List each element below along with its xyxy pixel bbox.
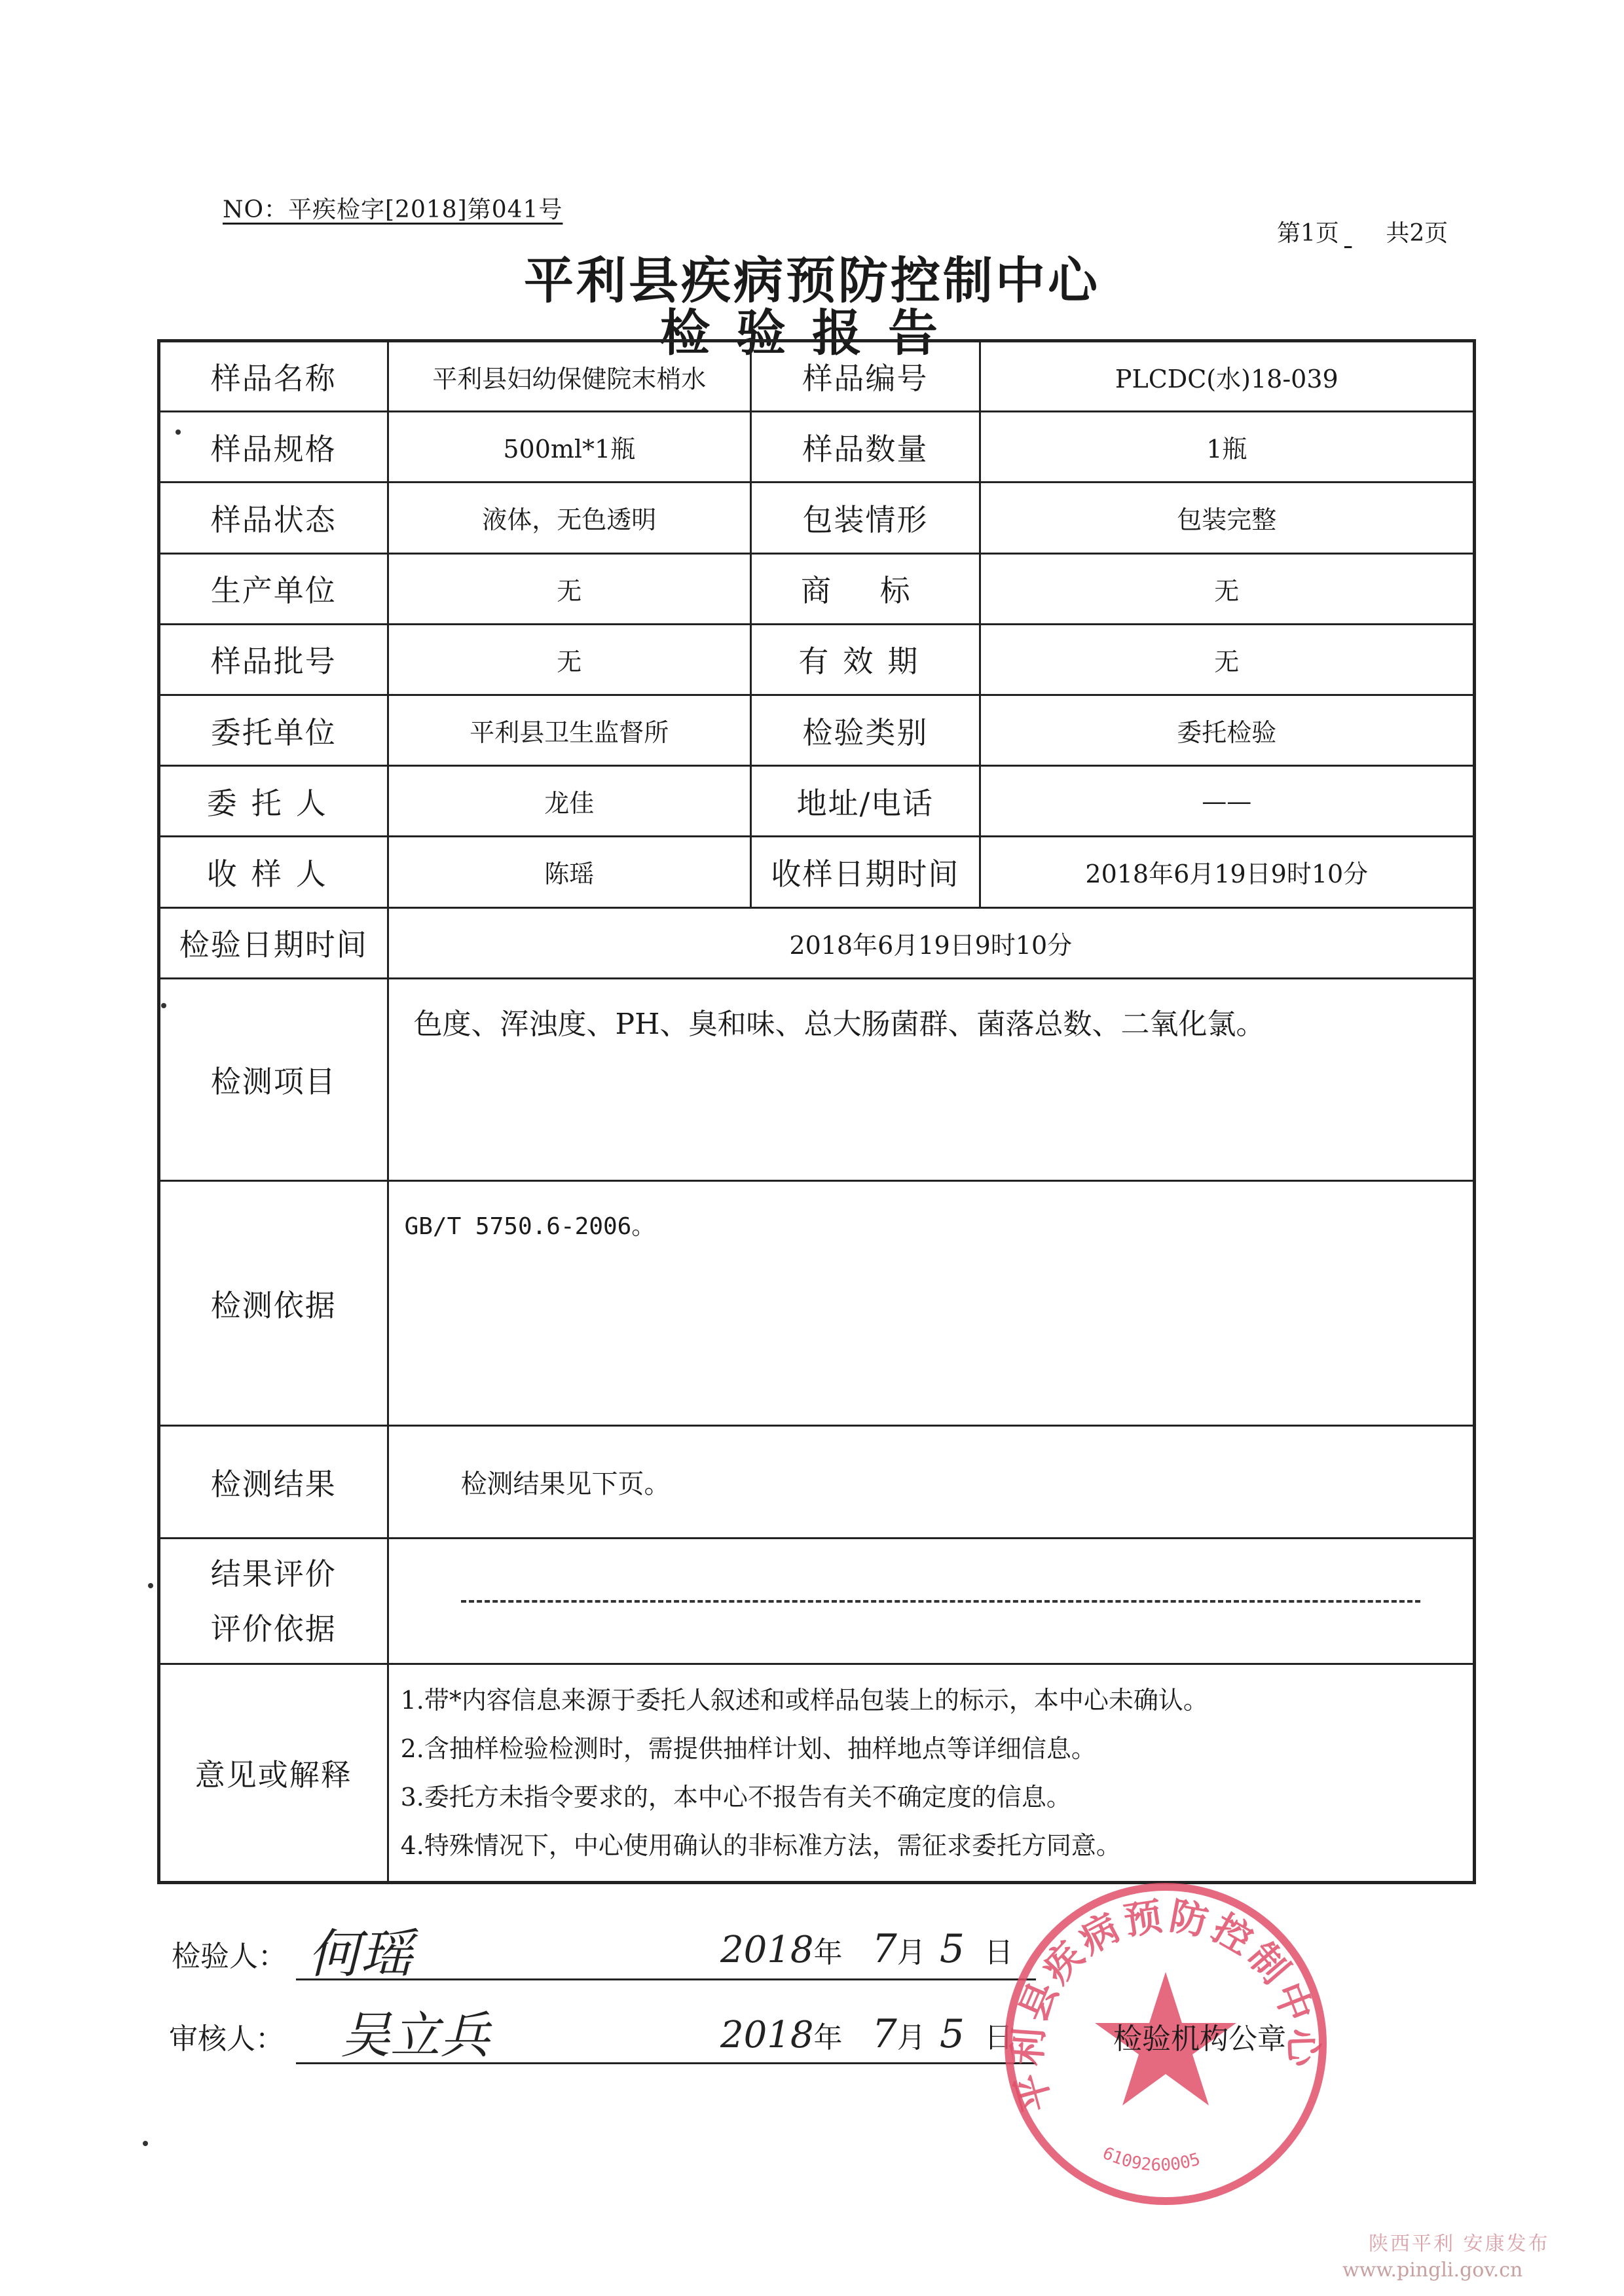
year-unit: 年 xyxy=(813,1936,843,1969)
receive-time-label: 收样日期时间 xyxy=(751,837,980,907)
table-row xyxy=(159,412,1475,483)
trademark-label: 商 标 xyxy=(751,553,980,624)
table-row xyxy=(159,978,1475,1180)
client-label: 委托单位 xyxy=(159,695,388,765)
evaluation-dash-line xyxy=(461,1600,1420,1603)
organization-title: 平利县疾病预防控制中心 xyxy=(524,251,1100,310)
sample-name-value: 平利县妇幼保健院末梢水 xyxy=(388,341,750,412)
sample-code-label: 样品编号 xyxy=(751,341,980,412)
reviewer-year: 2018 xyxy=(720,2014,814,2056)
client-value: 平利县卫生监督所 xyxy=(388,695,750,765)
inspector-signature: 何瑶 xyxy=(308,1923,413,1984)
table-row xyxy=(159,695,1475,765)
result-label: 检测结果 xyxy=(159,1426,388,1539)
table-row xyxy=(159,1181,1475,1426)
inspector-year: 2018 xyxy=(720,1929,814,1971)
batch-value: 无 xyxy=(388,624,750,695)
day-unit: 日 xyxy=(984,1936,1014,1969)
sample-name-label: 样品名称 xyxy=(159,341,388,412)
spec-label: 样品规格 xyxy=(159,412,388,483)
basis-cell xyxy=(388,1181,1474,1426)
note-item: 3.委托方未指令要求的，本中心不报告有关不确定度的信息。 xyxy=(400,1783,1071,1812)
basis-label: 检测依据 xyxy=(159,1181,388,1426)
test-time-label: 检验日期时间 xyxy=(159,907,388,978)
reviewer-label: 审核人： xyxy=(169,2022,284,2056)
document-title: 检验报告 xyxy=(660,304,964,362)
items-cell xyxy=(388,978,1474,1180)
table-row xyxy=(159,907,1475,978)
website-text: www.pingli.gov.cn xyxy=(1342,2259,1523,2282)
receiver-label: 收样人 xyxy=(159,837,388,907)
month-unit: 月 xyxy=(896,1936,926,1969)
note-item: 4.特殊情况下，中心使用确认的非标准方法，需征求委托方同意。 xyxy=(400,1831,1121,1861)
items-label: 检测项目 xyxy=(159,978,388,1180)
seal-text: 平利县疾病预防控制中心 xyxy=(1005,1893,1326,2117)
packaging-label: 包装情形 xyxy=(751,483,980,553)
report-table xyxy=(157,339,1476,1884)
table-row xyxy=(159,1539,1475,1664)
evaluation-label xyxy=(159,1539,388,1664)
table-row xyxy=(159,766,1475,837)
state-value: 液体，无色透明 xyxy=(388,483,750,553)
notes-list xyxy=(389,1676,1473,1870)
trademark-value: 无 xyxy=(980,553,1474,624)
items-value: 色度、浑浊度、PH、臭和味、总大肠菌群、菌落总数、二氧化氯。 xyxy=(413,1007,1265,1041)
quantity-label: 样品数量 xyxy=(751,412,980,483)
consignor-value: 龙佳 xyxy=(388,766,750,837)
inspector-date xyxy=(720,1926,1013,1972)
receiver-value: 陈瑶 xyxy=(388,837,750,907)
category-value: 委托检验 xyxy=(980,695,1474,765)
note-item: 1.带*内容信息来源于委托人叙述和或样品包装上的标示，本中心未确认。 xyxy=(400,1686,1208,1715)
notes-cell xyxy=(388,1664,1474,1883)
seal-code: 6109260005 xyxy=(1099,2143,1203,2176)
sample-code-value: PLCDC(水)18-039 xyxy=(980,341,1474,412)
evaluation-cell xyxy=(388,1539,1474,1664)
producer-label: 生产单位 xyxy=(159,553,388,624)
note-item: 2.含抽样检验检测时，需提供抽样计划、抽样地点等详细信息。 xyxy=(400,1734,1096,1764)
table-row xyxy=(159,1426,1475,1539)
contact-label: 地址/电话 xyxy=(751,766,980,837)
table-row xyxy=(159,1664,1475,1883)
stamp-caption: 检验机构公章 xyxy=(1113,2022,1286,2056)
inspector-month: 7 xyxy=(872,1926,897,1972)
test-time-value: 2018年6月19日9时10分 xyxy=(388,907,1474,978)
margin-dot xyxy=(148,1583,153,1588)
reviewer-date xyxy=(720,2011,1013,2057)
reviewer-signature: 吴立兵 xyxy=(341,2006,490,2064)
contact-value: —— xyxy=(980,766,1474,837)
evaluation-label-line2: 评价依据 xyxy=(210,1611,337,1647)
page-total: 共2页 xyxy=(1386,220,1449,247)
consignor-label: 委托人 xyxy=(159,766,388,837)
state-label: 样品状态 xyxy=(159,483,388,553)
table-row xyxy=(159,483,1475,553)
notes-label: 意见或解释 xyxy=(159,1664,388,1883)
reviewer-month: 7 xyxy=(872,2011,897,2057)
table-row xyxy=(159,553,1475,624)
result-value: 检测结果见下页。 xyxy=(460,1469,671,1500)
month-unit: 月 xyxy=(896,2021,926,2054)
day-unit: 日 xyxy=(984,2021,1014,2054)
inspector-day: 5 xyxy=(939,1926,965,1972)
spec-value: 500ml*1瓶 xyxy=(388,412,750,483)
quantity-value: 1瓶 xyxy=(980,412,1474,483)
basis-value: GB/T 5750.6-2006。 xyxy=(404,1213,655,1241)
evaluation-label-line1: 结果评价 xyxy=(210,1556,337,1592)
result-cell xyxy=(388,1426,1474,1539)
category-label: 检验类别 xyxy=(751,695,980,765)
report-number: NO：平疾检字[2018]第041号 xyxy=(223,196,563,223)
page-number: 第1页 xyxy=(1277,220,1339,247)
validity-value: 无 xyxy=(980,624,1474,695)
watermark-text: 陕西平利 安康发布 xyxy=(1369,2232,1550,2255)
packaging-value: 包装完整 xyxy=(980,483,1474,553)
table-row xyxy=(159,624,1475,695)
margin-dot xyxy=(143,2141,148,2146)
validity-label: 有效期 xyxy=(751,624,980,695)
inspector-label: 检验人： xyxy=(172,1940,287,1973)
year-unit: 年 xyxy=(813,2021,843,2054)
table-row xyxy=(159,837,1475,907)
batch-label: 样品批号 xyxy=(159,624,388,695)
table-row xyxy=(159,341,1475,412)
producer-value: 无 xyxy=(388,553,750,624)
receive-time-value: 2018年6月19日9时10分 xyxy=(980,837,1474,907)
reviewer-day: 5 xyxy=(939,2011,965,2057)
